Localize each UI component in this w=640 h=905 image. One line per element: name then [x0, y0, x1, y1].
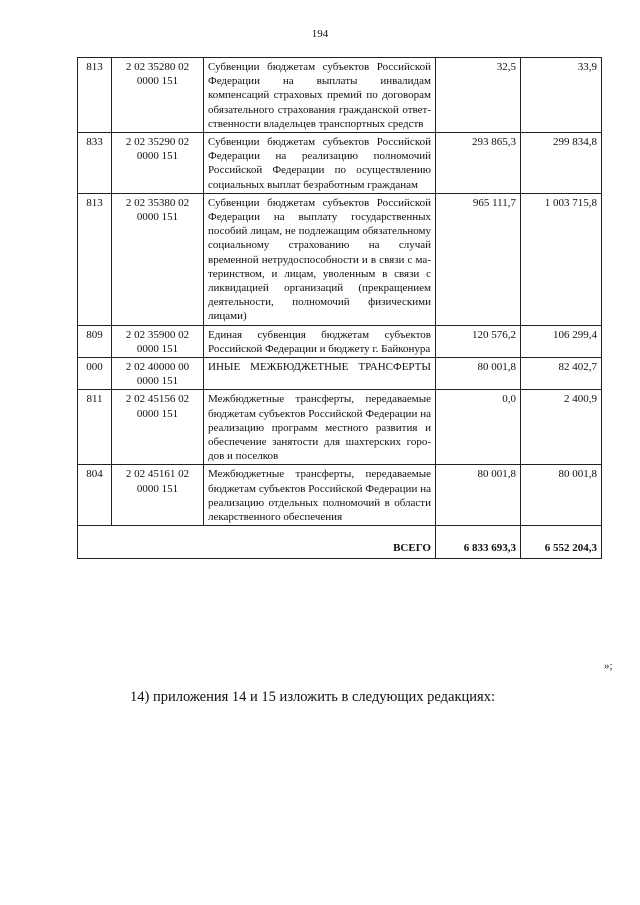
budget-code-line1: 2 02 45161 02	[125, 468, 190, 481]
table-row	[78, 58, 602, 133]
amount-year2-cell: 106 299,4	[521, 325, 602, 357]
admin-code-cell: 804	[78, 465, 112, 526]
closing-quote-mark: »;	[604, 660, 613, 672]
table-row	[78, 465, 602, 526]
budget-code-line2: 0000 151	[136, 150, 179, 163]
budget-code-cell	[112, 58, 204, 133]
budget-code-line2: 0000 151	[136, 342, 179, 355]
total-label: ВСЕГО	[78, 526, 436, 559]
total-row	[78, 526, 602, 559]
budget-code-line2: 0000 151	[136, 482, 179, 495]
amount-year2-cell: 1 003 715,8	[521, 193, 602, 325]
budget-table	[77, 57, 602, 559]
revenue-name-cell: Субвенции бюджетам субъектов Российской Федерации на выплаты инвалидам компенсаций страховых премий по договорам обязательного страхования гражданской ответственности владельцев транспортных средств	[204, 58, 436, 133]
amount-year1-cell: 32,5	[436, 58, 521, 133]
table-row	[78, 390, 602, 465]
budget-code-cell	[112, 465, 204, 526]
revenue-name-cell: Межбюджетные трансферты, передаваемые бюджетам субъектов Российской Федерации на реализацию отдельных полномочий в области лекарственного обеспечения	[204, 465, 436, 526]
budget-code-line1: 2 02 35380 02	[125, 196, 190, 209]
budget-code-cell	[112, 133, 204, 194]
amount-year2-cell: 80 001,8	[521, 465, 602, 526]
amount-year2-cell: 82 402,7	[521, 358, 602, 390]
amount-year2-cell: 2 400,9	[521, 390, 602, 465]
budget-code-line1: 2 02 40000 00	[125, 361, 190, 374]
total-year2-cell: 6 552 204,3	[521, 526, 602, 559]
total-year1-cell: 6 833 693,3	[436, 526, 521, 559]
budget-code-line1: 2 02 45156 02	[125, 393, 190, 406]
table-row	[78, 325, 602, 357]
admin-code-cell: 000	[78, 358, 112, 390]
page-number: 194	[311, 28, 329, 40]
budget-code-cell	[112, 358, 204, 390]
revenue-name-cell: ИНЫЕ МЕЖБЮДЖЕТНЫЕ ТРАНСФЕРТЫ	[204, 358, 436, 390]
budget-code-line1: 2 02 35290 02	[125, 136, 190, 149]
revenue-name-cell: Межбюджетные трансферты, передаваемые бюджетам субъектов Российской Федерации на реализацию программ местного развития и обеспечение занятости для шахтерских городов и поселков	[204, 390, 436, 465]
admin-code-cell: 813	[78, 193, 112, 325]
admin-code-cell: 833	[78, 133, 112, 194]
amount-year1-cell: 293 865,3	[436, 133, 521, 194]
budget-code-line2: 0000 151	[136, 211, 179, 224]
budget-code-line2: 0000 151	[136, 75, 179, 88]
admin-code-cell: 809	[78, 325, 112, 357]
amount-year1-cell: 965 111,7	[436, 193, 521, 325]
budget-code-line1: 2 02 35900 02	[125, 328, 190, 341]
table-row	[78, 133, 602, 194]
revenue-name-cell: Субвенции бюджетам субъектов Российской Федерации на выплату государственных пособий лицам, не подлежащим обязательному социальному страхованию на случай временной нетрудоспособности и в связи с материнством, и лицам, уволенным в связи с ликвидацией организаций (прекращением деятельности, полномочий физическими лицами)	[204, 193, 436, 325]
budget-code-line1: 2 02 35280 02	[125, 61, 190, 73]
amendment-paragraph: 14) приложения 14 и 15 изложить в следующих редакциях:	[130, 689, 495, 705]
budget-code-line2: 0000 151	[136, 407, 179, 420]
budget-code-cell	[112, 193, 204, 325]
revenue-name-cell: Субвенции бюджетам субъектов Российской Федерации на реализацию полномочий Российской Федерации по осуществлению социальных выплат безработным гражданам	[204, 133, 436, 194]
budget-code-cell	[112, 390, 204, 465]
budget-code-line2: 0000 151	[136, 375, 179, 388]
amount-year1-cell: 80 001,8	[436, 358, 521, 390]
admin-code-cell: 813	[78, 58, 112, 133]
amount-year1-cell: 120 576,2	[436, 325, 521, 357]
table-row	[78, 193, 602, 325]
revenue-name-cell: Единая субвенция бюджетам субъектов Российской Федерации и бюджету г. Байконура	[204, 325, 436, 357]
amount-year2-cell: 33,9	[521, 58, 602, 133]
amount-year2-cell: 299 834,8	[521, 133, 602, 194]
budget-code-cell	[112, 325, 204, 357]
amount-year1-cell: 80 001,8	[436, 465, 521, 526]
amount-year1-cell: 0,0	[436, 390, 521, 465]
table-row	[78, 358, 602, 390]
admin-code-cell: 811	[78, 390, 112, 465]
